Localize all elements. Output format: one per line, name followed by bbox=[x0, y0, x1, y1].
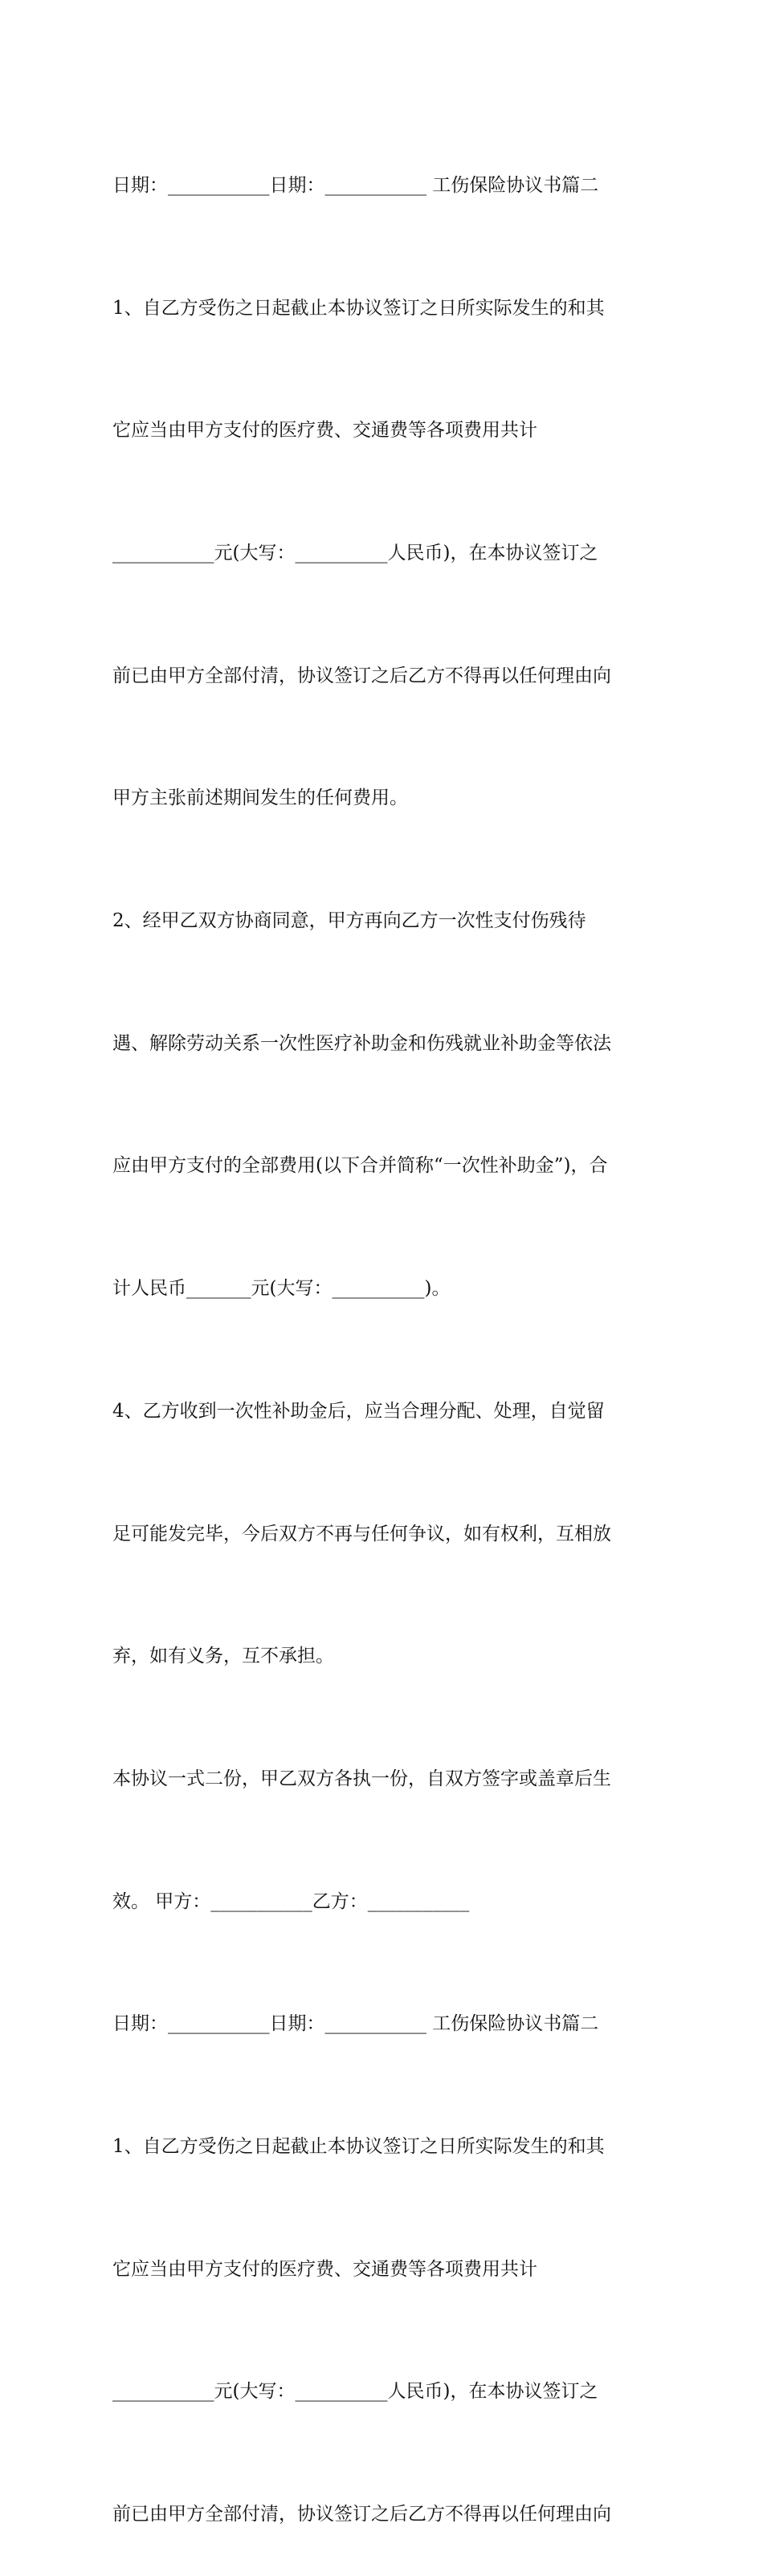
text-line-date-heading: 日期：___________日期：___________ 工伤保险协议书篇二 bbox=[112, 2013, 599, 2035]
text-line: 它应当由甲方支付的医疗费、交通费等各项费用共计 bbox=[112, 2258, 537, 2280]
text-line-closing: 本协议一式二份，甲乙双方各执一份，自双方签字或盖章后生 bbox=[112, 1768, 611, 1789]
text-line-clause4: 4、乙方收到一次性补助金后，应当合理分配、处理，自觉留 bbox=[112, 1400, 605, 1422]
text-line: 遇、解除劳动关系一次性医疗补助金和伤残就业补助金等依法 bbox=[112, 1032, 611, 1054]
text-line-clause1: 1、自乙方受伤之日起截止本协议签订之日所实际发生的和其 bbox=[112, 297, 605, 319]
text-line: 前已由甲方全部付清，协议签订之后乙方不得再以任何理由向 bbox=[112, 665, 611, 686]
text-line: 甲方主张前述期间发生的任何费用。 bbox=[112, 787, 408, 809]
text-line-clause1: 1、自乙方受伤之日起截止本协议签订之日所实际发生的和其 bbox=[112, 2136, 605, 2158]
text-line: 弃，如有义务，互不承担。 bbox=[112, 1646, 334, 1667]
document-body bbox=[112, 83, 667, 2576]
text-line: 它应当由甲方支付的医疗费、交通费等各项费用共计 bbox=[112, 420, 537, 442]
text-line-clause2: 2、经甲乙双方协商同意，甲方再向乙方一次性支付伤残待 bbox=[112, 910, 586, 932]
text-line-date-heading: 日期：___________日期：___________ 工伤保险协议书篇二 bbox=[112, 174, 599, 196]
text-line-signature: 效。 甲方：___________乙方：___________ bbox=[112, 1890, 470, 1912]
text-line: 应由甲方支付的全部费用(以下合并简称“一次性补助金”)，合 bbox=[112, 1155, 608, 1177]
text-line: 前已由甲方全部付清，协议签订之后乙方不得再以任何理由向 bbox=[112, 2504, 611, 2525]
text-line: ___________元(大写：__________人民币)，在本协议签订之 bbox=[112, 542, 598, 564]
text-line: ___________元(大写：__________人民币)，在本协议签订之 bbox=[112, 2381, 598, 2403]
text-line: 计人民币_______元(大写：__________)。 bbox=[112, 1278, 451, 1300]
text-line: 足可能发完毕，今后双方不再与任何争议，如有权利，互相放 bbox=[112, 1523, 611, 1544]
